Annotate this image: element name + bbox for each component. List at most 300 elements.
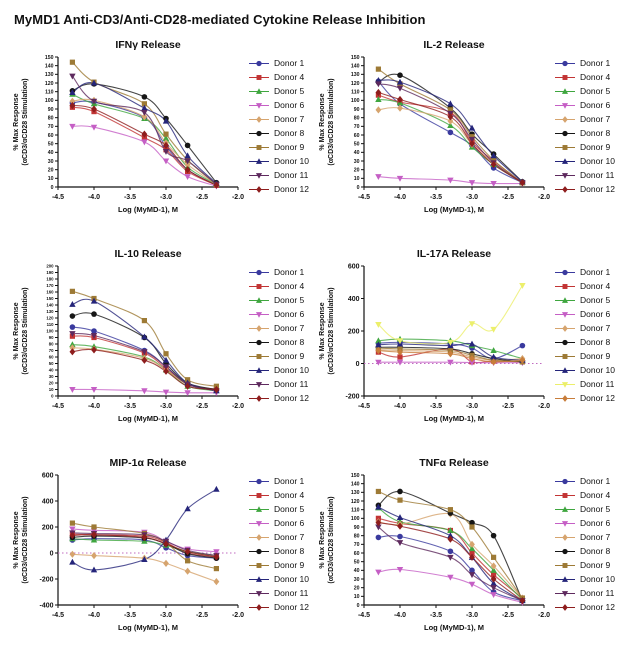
y-tick-label: -200 xyxy=(39,576,54,584)
y-tick-label: 140 xyxy=(350,63,360,70)
y-tick-label: 0 xyxy=(356,602,360,609)
y-axis-label-line2: (αCD3/αCD28 Stimulation) xyxy=(22,496,29,584)
chart-panel-il10 xyxy=(10,244,316,451)
figure-title: MyMD1 Anti-CD3/Anti-CD28-mediated Cytokine Release Inhibition xyxy=(14,12,426,27)
legend-donor-label: Donor 7 xyxy=(580,532,611,542)
y-tick-label: 400 xyxy=(347,296,360,304)
legend-item xyxy=(248,171,309,180)
circle-marker-icon xyxy=(248,268,270,277)
triangle-marker-icon xyxy=(554,87,576,96)
y-tick-label: 20 xyxy=(353,167,360,174)
x-tick-label: -4.5 xyxy=(357,403,371,410)
x-tick-label: -3.0 xyxy=(159,612,173,619)
y-tick-label: 140 xyxy=(46,302,54,308)
y-tick-label: 150 xyxy=(46,296,54,302)
y-tick-label: 0 xyxy=(355,361,360,369)
y-tick-label: 130 xyxy=(46,309,54,315)
triangle-down-marker-icon xyxy=(248,101,270,110)
legend-donor-label: Donor 11 xyxy=(274,379,309,389)
x-tick-label: -3.0 xyxy=(465,403,479,410)
legend-item xyxy=(248,380,309,389)
legend-item xyxy=(554,310,615,319)
legend-donor-label: Donor 4 xyxy=(580,281,611,291)
series-points xyxy=(69,298,219,394)
square-marker-icon xyxy=(248,143,270,152)
y-tick-label: 30 xyxy=(353,576,360,583)
legend-item xyxy=(554,101,615,110)
x-tick-label: -3.5 xyxy=(429,194,443,201)
y-tick-label: 100 xyxy=(44,98,54,105)
y-tick-label: 40 xyxy=(47,150,54,157)
y-tick-label: 150 xyxy=(350,472,360,479)
chart-plot-ifng xyxy=(10,35,248,239)
legend-donor-label: Donor 12 xyxy=(580,184,615,194)
legend-item xyxy=(554,282,615,291)
x-tick-label: -4.0 xyxy=(87,194,101,201)
y-tick-label: 90 xyxy=(353,106,360,113)
legend-donor-label: Donor 6 xyxy=(580,100,611,110)
x-axis-label: Log (MyMD-1), M xyxy=(424,414,484,423)
y-axis-label-line1: % Max Response xyxy=(13,93,20,151)
y-tick-label: 600 xyxy=(41,472,54,480)
x-axis-label: Log (MyMD-1), M xyxy=(118,414,178,423)
chart-plot-il17a xyxy=(316,244,554,448)
legend-donor-label: Donor 1 xyxy=(274,476,305,486)
y-tick-label: 80 xyxy=(353,533,360,540)
legend-donor-label: Donor 8 xyxy=(580,337,611,347)
legend-item xyxy=(554,185,615,194)
legend-item xyxy=(248,366,309,375)
legend-donor-label: Donor 9 xyxy=(274,560,305,570)
y-tick-label: 70 xyxy=(47,124,54,131)
x-tick-label: -3.5 xyxy=(429,403,443,410)
legend-donor-label: Donor 1 xyxy=(580,267,611,277)
y-axis-label-line2: (αCD3/αCD28 Stimulation) xyxy=(328,287,335,375)
series-points xyxy=(375,283,525,346)
square-marker-icon xyxy=(248,561,270,570)
y-tick-label: 60 xyxy=(48,354,54,360)
triangle-down-marker-icon xyxy=(248,589,270,598)
charts-grid xyxy=(10,35,624,660)
x-axis-label: Log (MyMD-1), M xyxy=(118,623,178,632)
x-tick-label: -4.0 xyxy=(87,612,101,619)
x-tick-label: -4.0 xyxy=(393,612,407,619)
series-curve xyxy=(378,286,522,344)
diamond-marker-icon xyxy=(248,324,270,333)
diamond-marker-icon xyxy=(554,603,576,612)
legend-donor-label: Donor 8 xyxy=(580,128,611,138)
square-marker-icon xyxy=(554,561,576,570)
legend-donor-label: Donor 9 xyxy=(580,560,611,570)
chart-panel-ifng xyxy=(10,35,316,242)
circle-marker-icon xyxy=(554,268,576,277)
legend-item xyxy=(248,143,309,152)
chart-legend-tnfa xyxy=(554,453,615,612)
y-tick-label: 80 xyxy=(47,115,54,122)
legend-item xyxy=(554,477,615,486)
legend-item xyxy=(248,561,309,570)
triangle-down-marker-icon xyxy=(554,519,576,528)
legend-donor-label: Donor 5 xyxy=(274,86,305,96)
legend-item xyxy=(554,115,615,124)
square-marker-icon xyxy=(248,352,270,361)
diamond-marker-icon xyxy=(248,115,270,124)
legend-item xyxy=(554,73,615,82)
y-tick-label: 120 xyxy=(350,80,360,87)
y-tick-label: 60 xyxy=(47,132,54,139)
circle-marker-icon xyxy=(248,129,270,138)
x-tick-label: -2.5 xyxy=(501,403,515,410)
chart-title-mip1a: MIP-1α Release xyxy=(109,457,187,469)
legend-donor-label: Donor 11 xyxy=(580,588,615,598)
square-marker-icon xyxy=(248,491,270,500)
triangle-down-marker-icon xyxy=(248,171,270,180)
legend-donor-label: Donor 5 xyxy=(580,504,611,514)
y-tick-label: 80 xyxy=(353,115,360,122)
legend-item xyxy=(554,505,615,514)
legend-item xyxy=(248,603,309,612)
y-axis-label-line1: % Max Response xyxy=(319,302,326,360)
legend-item xyxy=(554,338,615,347)
legend-donor-label: Donor 10 xyxy=(580,365,615,375)
legend-item xyxy=(554,561,615,570)
legend-item xyxy=(248,87,309,96)
legend-donor-label: Donor 4 xyxy=(580,490,611,500)
chart-panel-il17a xyxy=(316,244,622,451)
y-tick-label: 30 xyxy=(353,158,360,165)
legend-item xyxy=(248,547,309,556)
legend-item xyxy=(554,519,615,528)
legend-donor-label: Donor 6 xyxy=(580,309,611,319)
legend-item xyxy=(554,394,615,403)
y-tick-label: 50 xyxy=(353,559,360,566)
legend-item xyxy=(554,296,615,305)
y-tick-label: 140 xyxy=(44,63,54,70)
series-points xyxy=(375,174,525,187)
legend-donor-label: Donor 10 xyxy=(274,156,309,166)
y-tick-label: 110 xyxy=(46,322,54,328)
x-tick-label: -2.5 xyxy=(195,194,209,201)
square-marker-icon xyxy=(248,73,270,82)
y-tick-label: 50 xyxy=(48,361,54,367)
legend-item xyxy=(248,129,309,138)
x-tick-label: -2.0 xyxy=(231,194,245,201)
chart-title-ifng: IFNγ Release xyxy=(115,39,181,51)
y-tick-label: 170 xyxy=(46,283,54,289)
chart-title-il17a: IL-17A Release xyxy=(416,248,492,260)
legend-item xyxy=(248,115,309,124)
legend-donor-label: Donor 5 xyxy=(274,295,305,305)
legend-donor-label: Donor 12 xyxy=(274,393,309,403)
y-axis-label-line1: % Max Response xyxy=(319,511,326,569)
x-tick-label: -3.0 xyxy=(465,194,479,201)
series-points xyxy=(376,489,525,601)
triangle-down-marker-icon xyxy=(554,310,576,319)
y-tick-label: 110 xyxy=(351,89,360,96)
circle-marker-icon xyxy=(554,547,576,556)
legend-item xyxy=(248,310,309,319)
y-tick-label: 120 xyxy=(44,80,54,87)
triangle-marker-icon xyxy=(248,157,270,166)
legend-item xyxy=(248,73,309,82)
legend-donor-label: Donor 8 xyxy=(274,546,305,556)
diamond-marker-icon xyxy=(248,603,270,612)
x-tick-label: -4.0 xyxy=(393,194,407,201)
y-tick-label: 110 xyxy=(351,507,360,514)
triangle-down-marker-icon xyxy=(248,380,270,389)
legend-donor-label: Donor 8 xyxy=(580,546,611,556)
y-tick-label: 100 xyxy=(350,98,360,105)
x-tick-label: -4.5 xyxy=(357,612,371,619)
legend-item xyxy=(248,324,309,333)
legend-donor-label: Donor 12 xyxy=(580,393,615,403)
legend-donor-label: Donor 10 xyxy=(274,365,309,375)
y-tick-label: 20 xyxy=(47,167,54,174)
triangle-marker-icon xyxy=(554,296,576,305)
x-axis-label: Log (MyMD-1), M xyxy=(424,205,484,214)
x-tick-label: -2.5 xyxy=(501,612,515,619)
legend-donor-label: Donor 9 xyxy=(274,351,305,361)
legend-donor-label: Donor 10 xyxy=(274,574,309,584)
chart-panel-tnfa xyxy=(316,453,622,660)
y-tick-label: 10 xyxy=(353,176,360,183)
y-tick-label: 60 xyxy=(353,132,360,139)
square-marker-icon xyxy=(554,491,576,500)
y-tick-label: 200 xyxy=(46,263,54,269)
legend-item xyxy=(248,477,309,486)
y-tick-label: 150 xyxy=(350,54,360,61)
legend-item xyxy=(554,59,615,68)
legend-item xyxy=(554,366,615,375)
legend-donor-label: Donor 1 xyxy=(580,476,611,486)
legend-item xyxy=(554,268,615,277)
y-tick-label: 30 xyxy=(47,158,54,165)
legend-donor-label: Donor 5 xyxy=(274,504,305,514)
legend-donor-label: Donor 8 xyxy=(274,337,305,347)
legend-item xyxy=(248,282,309,291)
y-tick-label: 90 xyxy=(48,335,54,341)
diamond-marker-icon xyxy=(554,115,576,124)
y-tick-label: 20 xyxy=(353,585,360,592)
square-marker-icon xyxy=(554,282,576,291)
chart-plot-il2 xyxy=(316,35,554,239)
x-tick-label: -3.0 xyxy=(465,612,479,619)
legend-item xyxy=(554,143,615,152)
x-tick-label: -2.5 xyxy=(501,194,515,201)
triangle-down-marker-icon xyxy=(248,310,270,319)
x-tick-label: -4.5 xyxy=(51,403,65,410)
y-tick-label: 70 xyxy=(353,542,360,549)
legend-item xyxy=(554,533,615,542)
legend-item xyxy=(248,185,309,194)
chart-legend-il17a xyxy=(554,244,615,403)
x-tick-label: -2.0 xyxy=(231,403,245,410)
legend-item xyxy=(554,575,615,584)
y-tick-label: 0 xyxy=(51,393,54,399)
legend-item xyxy=(248,533,309,542)
legend-donor-label: Donor 7 xyxy=(580,114,611,124)
legend-item xyxy=(554,603,615,612)
legend-donor-label: Donor 11 xyxy=(274,588,309,598)
circle-marker-icon xyxy=(554,477,576,486)
legend-donor-label: Donor 9 xyxy=(274,142,305,152)
legend-donor-label: Donor 5 xyxy=(580,86,611,96)
y-tick-label: 90 xyxy=(47,106,54,113)
y-tick-label: 100 xyxy=(46,328,54,334)
chart-plot-mip1a xyxy=(10,453,248,657)
legend-donor-label: Donor 9 xyxy=(580,351,611,361)
y-tick-label: 130 xyxy=(350,72,360,79)
legend-donor-label: Donor 5 xyxy=(580,295,611,305)
y-tick-label: 120 xyxy=(350,498,360,505)
x-tick-label: -2.0 xyxy=(537,194,551,201)
circle-marker-icon xyxy=(248,477,270,486)
y-tick-label: 0 xyxy=(356,184,360,191)
chart-legend-mip1a xyxy=(248,453,309,612)
y-tick-label: 160 xyxy=(46,289,54,295)
y-tick-label: 400 xyxy=(41,498,54,506)
y-axis-label-line1: % Max Response xyxy=(13,302,20,360)
y-tick-label: 90 xyxy=(353,524,360,531)
legend-donor-label: Donor 4 xyxy=(274,281,305,291)
legend-item xyxy=(248,157,309,166)
x-tick-label: -4.5 xyxy=(51,194,65,201)
legend-donor-label: Donor 12 xyxy=(274,602,309,612)
chart-panel-mip1a xyxy=(10,453,316,660)
legend-donor-label: Donor 4 xyxy=(274,490,305,500)
y-tick-label: 190 xyxy=(46,270,54,276)
y-tick-label: 30 xyxy=(48,374,54,380)
legend-donor-label: Donor 8 xyxy=(274,128,305,138)
diamond-marker-icon xyxy=(248,185,270,194)
legend-item xyxy=(248,352,309,361)
x-tick-label: -3.5 xyxy=(123,612,137,619)
x-tick-label: -3.5 xyxy=(429,612,443,619)
legend-donor-label: Donor 7 xyxy=(274,532,305,542)
x-tick-label: -2.5 xyxy=(195,612,209,619)
legend-item xyxy=(248,296,309,305)
chart-legend-il10 xyxy=(248,244,309,403)
legend-item xyxy=(248,589,309,598)
legend-donor-label: Donor 9 xyxy=(580,142,611,152)
x-tick-label: -3.5 xyxy=(123,194,137,201)
chart-title-il2: IL-2 Release xyxy=(423,39,485,51)
triangle-marker-icon xyxy=(554,157,576,166)
y-tick-label: 0 xyxy=(49,550,54,558)
y-tick-label: 130 xyxy=(44,72,54,79)
y-tick-label: 10 xyxy=(353,594,360,601)
x-tick-label: -3.5 xyxy=(123,403,137,410)
legend-item xyxy=(554,129,615,138)
triangle-down-marker-icon xyxy=(554,171,576,180)
y-tick-label: 10 xyxy=(48,387,54,393)
y-tick-label: 100 xyxy=(350,516,360,523)
triangle-down-marker-icon xyxy=(554,589,576,598)
diamond-marker-icon xyxy=(248,533,270,542)
legend-donor-label: Donor 7 xyxy=(274,323,305,333)
legend-item xyxy=(248,519,309,528)
chart-plot-il10 xyxy=(10,244,248,448)
chart-panel-il2 xyxy=(316,35,622,242)
x-tick-label: -2.0 xyxy=(537,403,551,410)
y-tick-label: 200 xyxy=(347,328,360,336)
legend-donor-label: Donor 1 xyxy=(580,58,611,68)
y-tick-label: 120 xyxy=(46,315,54,321)
square-marker-icon xyxy=(554,143,576,152)
y-tick-label: 140 xyxy=(350,481,360,488)
square-marker-icon xyxy=(554,73,576,82)
square-marker-icon xyxy=(248,282,270,291)
legend-donor-label: Donor 7 xyxy=(274,114,305,124)
y-tick-label: 40 xyxy=(353,568,360,575)
legend-donor-label: Donor 11 xyxy=(580,379,615,389)
legend-item xyxy=(248,575,309,584)
legend-item xyxy=(554,380,615,389)
y-axis-label-line2: (αCD3/αCD28 Stimulation) xyxy=(328,496,335,584)
legend-donor-label: Donor 10 xyxy=(580,574,615,584)
legend-donor-label: Donor 12 xyxy=(580,602,615,612)
x-tick-label: -4.0 xyxy=(393,403,407,410)
legend-item xyxy=(248,268,309,277)
y-axis-label-line1: % Max Response xyxy=(13,511,20,569)
y-tick-label: 40 xyxy=(48,367,54,373)
triangle-marker-icon xyxy=(248,87,270,96)
diamond-marker-icon xyxy=(248,394,270,403)
legend-donor-label: Donor 6 xyxy=(274,100,305,110)
y-tick-label: 50 xyxy=(353,141,360,148)
chart-plot-tnfa xyxy=(316,453,554,657)
triangle-down-marker-icon xyxy=(554,380,576,389)
legend-item xyxy=(248,338,309,347)
triangle-marker-icon xyxy=(248,575,270,584)
chart-legend-il2 xyxy=(554,35,615,194)
legend-donor-label: Donor 7 xyxy=(580,323,611,333)
y-tick-label: 180 xyxy=(46,276,54,282)
x-tick-label: -2.5 xyxy=(195,403,209,410)
y-tick-label: 40 xyxy=(353,150,360,157)
legend-donor-label: Donor 11 xyxy=(274,170,309,180)
x-axis-label: Log (MyMD-1), M xyxy=(118,205,178,214)
x-tick-label: -2.0 xyxy=(537,612,551,619)
legend-item xyxy=(554,171,615,180)
y-axis-label-line1: % Max Response xyxy=(319,93,326,151)
diamond-marker-icon xyxy=(554,533,576,542)
y-tick-label: 70 xyxy=(48,348,54,354)
legend-donor-label: Donor 1 xyxy=(274,58,305,68)
y-tick-label: 600 xyxy=(347,263,360,271)
legend-item xyxy=(248,394,309,403)
chart-title-il10: IL-10 Release xyxy=(114,248,182,260)
y-tick-label: 20 xyxy=(48,380,54,386)
y-tick-label: 150 xyxy=(44,54,54,61)
y-tick-label: 10 xyxy=(47,176,54,183)
y-tick-label: -400 xyxy=(39,602,54,610)
y-tick-label: 110 xyxy=(45,89,54,96)
y-tick-label: 130 xyxy=(350,490,360,497)
chart-legend-ifng xyxy=(248,35,309,194)
y-axis-label-line2: (αCD3/αCD28 Stimulation) xyxy=(22,287,29,375)
x-tick-label: -3.0 xyxy=(159,194,173,201)
legend-item xyxy=(248,505,309,514)
legend-donor-label: Donor 12 xyxy=(274,184,309,194)
legend-item xyxy=(554,87,615,96)
triangle-marker-icon xyxy=(248,366,270,375)
triangle-marker-icon xyxy=(248,296,270,305)
x-axis-label: Log (MyMD-1), M xyxy=(424,623,484,632)
legend-item xyxy=(248,491,309,500)
legend-donor-label: Donor 6 xyxy=(580,518,611,528)
y-tick-label: 70 xyxy=(353,124,360,131)
